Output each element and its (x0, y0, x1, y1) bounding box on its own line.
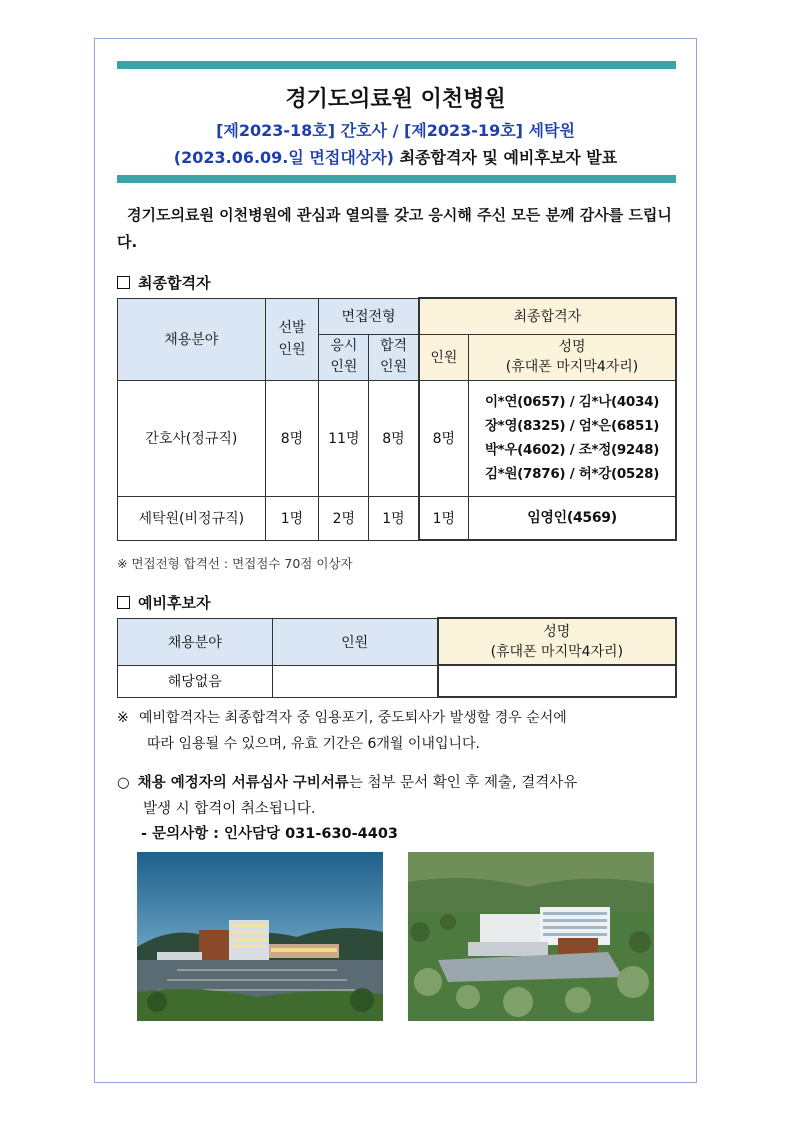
table-cell: 1명 (369, 496, 419, 540)
bottom-rule (117, 175, 676, 183)
table-cell: 1명 (265, 496, 319, 540)
table-cell: 11명 (319, 380, 369, 496)
announce-text: 최종합격자 및 예비후보자 발표 (399, 148, 618, 167)
col-count: 인원 (419, 334, 469, 380)
table-cell: 8명 (419, 380, 469, 496)
reserve-section-heading: 예비후보자 (117, 592, 210, 613)
table-cell (438, 665, 676, 697)
hospital-photo-day (408, 852, 654, 1021)
table-cell: 임영인(4569) (469, 496, 676, 540)
reserve-table (117, 617, 677, 698)
col-interview: 면접전형 (319, 298, 419, 334)
table-cell: 8명 (369, 380, 419, 496)
intro-text: 경기도의료원 이천병원에 관심과 열의를 갖고 응시해 주신 모든 분께 감사를 드립니다. (117, 206, 672, 251)
col-name: 성명 (휴대폰 마지막4자리) (469, 334, 676, 380)
final-table (117, 297, 677, 541)
documents-notice: ○ 채용 예정자의 서류심사 구비서류는 첨부 문서 확인 후 제출, 결격사유 발생 시 합격이 취소됩니다. (117, 775, 578, 817)
col-quota: 선발 인원 (265, 298, 319, 380)
col-field: 채용분야 (118, 618, 273, 665)
col-applied: 응시 인원 (319, 334, 369, 380)
checkbox-icon (117, 276, 130, 289)
table-cell (272, 665, 438, 697)
table-cell: 해당없음 (118, 665, 273, 697)
col-field: 채용분야 (118, 298, 266, 380)
table-cell: 8명 (265, 380, 319, 496)
table-cell: 1명 (419, 496, 469, 540)
interview-cutoff-note: ※ 면접전형 합격선 : 면접점수 70점 이상자 (117, 556, 353, 571)
org-title: 경기도의료원 이천병원 (285, 87, 506, 112)
table-cell: 2명 (319, 496, 369, 540)
col-name: 성명 (휴대폰 마지막4자리) (438, 618, 676, 665)
checkbox-icon (117, 596, 130, 609)
table-row (118, 380, 677, 496)
col-passed: 합격 인원 (369, 334, 419, 380)
reserve-note: ※ 예비합격자는 최종합격자 중 임용포기, 중도퇴사가 발생할 경우 순서에 따라 임용될 수 있으며, 유효 기간은 6개월 이내입니다. (117, 710, 567, 752)
table-cell: 간호사(정규직) (118, 380, 266, 496)
final-section-heading: 최종합격자 (117, 272, 210, 293)
col-count: 인원 (272, 618, 438, 665)
col-final: 최종합격자 (419, 298, 676, 334)
hospital-photo-night (137, 852, 383, 1021)
announce-date: (2023.06.09.일 면접대상자) (173, 148, 394, 167)
top-rule (117, 61, 676, 69)
announcement (94, 145, 697, 168)
contact-info: - 문의사항 : 인사담당 031-630-4403 (141, 826, 398, 842)
table-row (118, 665, 677, 697)
table-cell: 세탁원(비정규직) (118, 496, 266, 540)
subtitle: [제2023-18호] 간호사 / [제2023-19호] 세탁원 (216, 121, 575, 140)
table-cell: 이*연(0657) / 김*나(4034) 장*영(8325) / 엄*은(6851) 박*우(4602) / 조*정(9248) 김*원(7876) / 허*강(0528) (469, 380, 676, 496)
table-row (118, 496, 677, 540)
